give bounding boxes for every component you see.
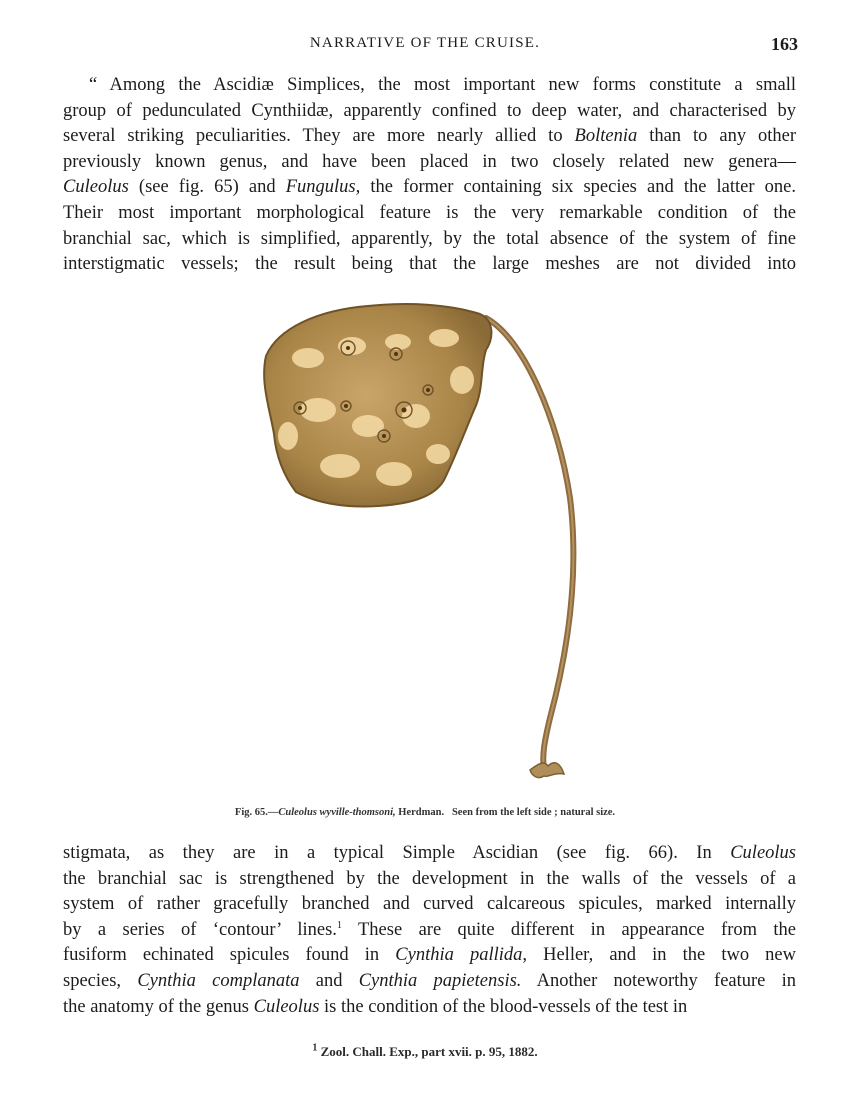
text-line: species, Cynthia complanata and Cynthia papietensis. Another noteworthy feature in [63,970,797,991]
text-line: Culeolus (see fig. 65) and Fungulus, the former containing six species and the latter one. [63,177,796,198]
species-name: Cynthia complanata [137,970,300,991]
page-number: 163 [771,34,798,54]
body-text-upper [63,73,796,278]
text-line: group of pedunculated Cynthiidæ, apparently confined to deep water, and characterised by [63,100,796,121]
genus-name: Culeolus [730,843,796,863]
genus-name: Fungulus, [285,177,361,198]
species-name: Cynthia pallida, [395,945,527,966]
text-line: interstigmatic vessels; the result being that the large meshes are not divided into [63,254,796,275]
text-line: branchial sac, which is simplified, apparently, by the total absence of the system of fine [63,228,796,249]
figure-caption: Fig. 65.—Culeolus wyville-thomsoni, Herdman. Seen from the left side ; natural size. [234,807,616,818]
culeolus-illustration [248,298,588,788]
footnote-ref: 1 [336,919,342,931]
body-text-lower [63,841,796,1020]
text-line: previously known genus, and have been placed in two closely related new genera— [63,151,796,172]
stalk-foot [530,763,564,778]
text-line: “ Among the Ascidiæ Simplices, the most important new forms constitute a small [89,75,796,95]
text-line: the branchial sac is strengthened by the development in the walls of the vessels of a [63,868,796,889]
species-name: Cynthia papietensis. [358,970,522,991]
text-line: several striking peculiarities. They are more nearly allied to Boltenia than to any other [63,126,797,147]
stalk [486,318,573,768]
text-line: stigmata, as they are in a typical Simple Ascidian (see fig. 66). In Culeolus [63,843,796,863]
text-line: fusiform echinated spicules found in Cynthia pallida, Heller, and in the two new [63,945,797,966]
footnote: $^1$ Zool. Chall. Exp., part xvii. p. 95, 1882. [312,1042,538,1059]
text-line: Their most important morphological feature is the very remarkable condition of the [63,202,796,223]
genus-name: Culeolus [63,177,129,198]
genus-name: Culeolus [253,996,320,1017]
text-line: the anatomy of the genus Culeolus is the condition of the blood-vessels of the test in [63,996,688,1017]
running-title: NARRATIVE OF THE CRUISE. [309,35,541,51]
text-line: by a series of ‘contour’ lines.$^1$ These are quite different in appearance from the [63,919,796,940]
genus-name: Boltenia [574,126,638,147]
text-line: system of rather gracefully branched and curved calcareous spicules, marked internally [63,894,796,915]
